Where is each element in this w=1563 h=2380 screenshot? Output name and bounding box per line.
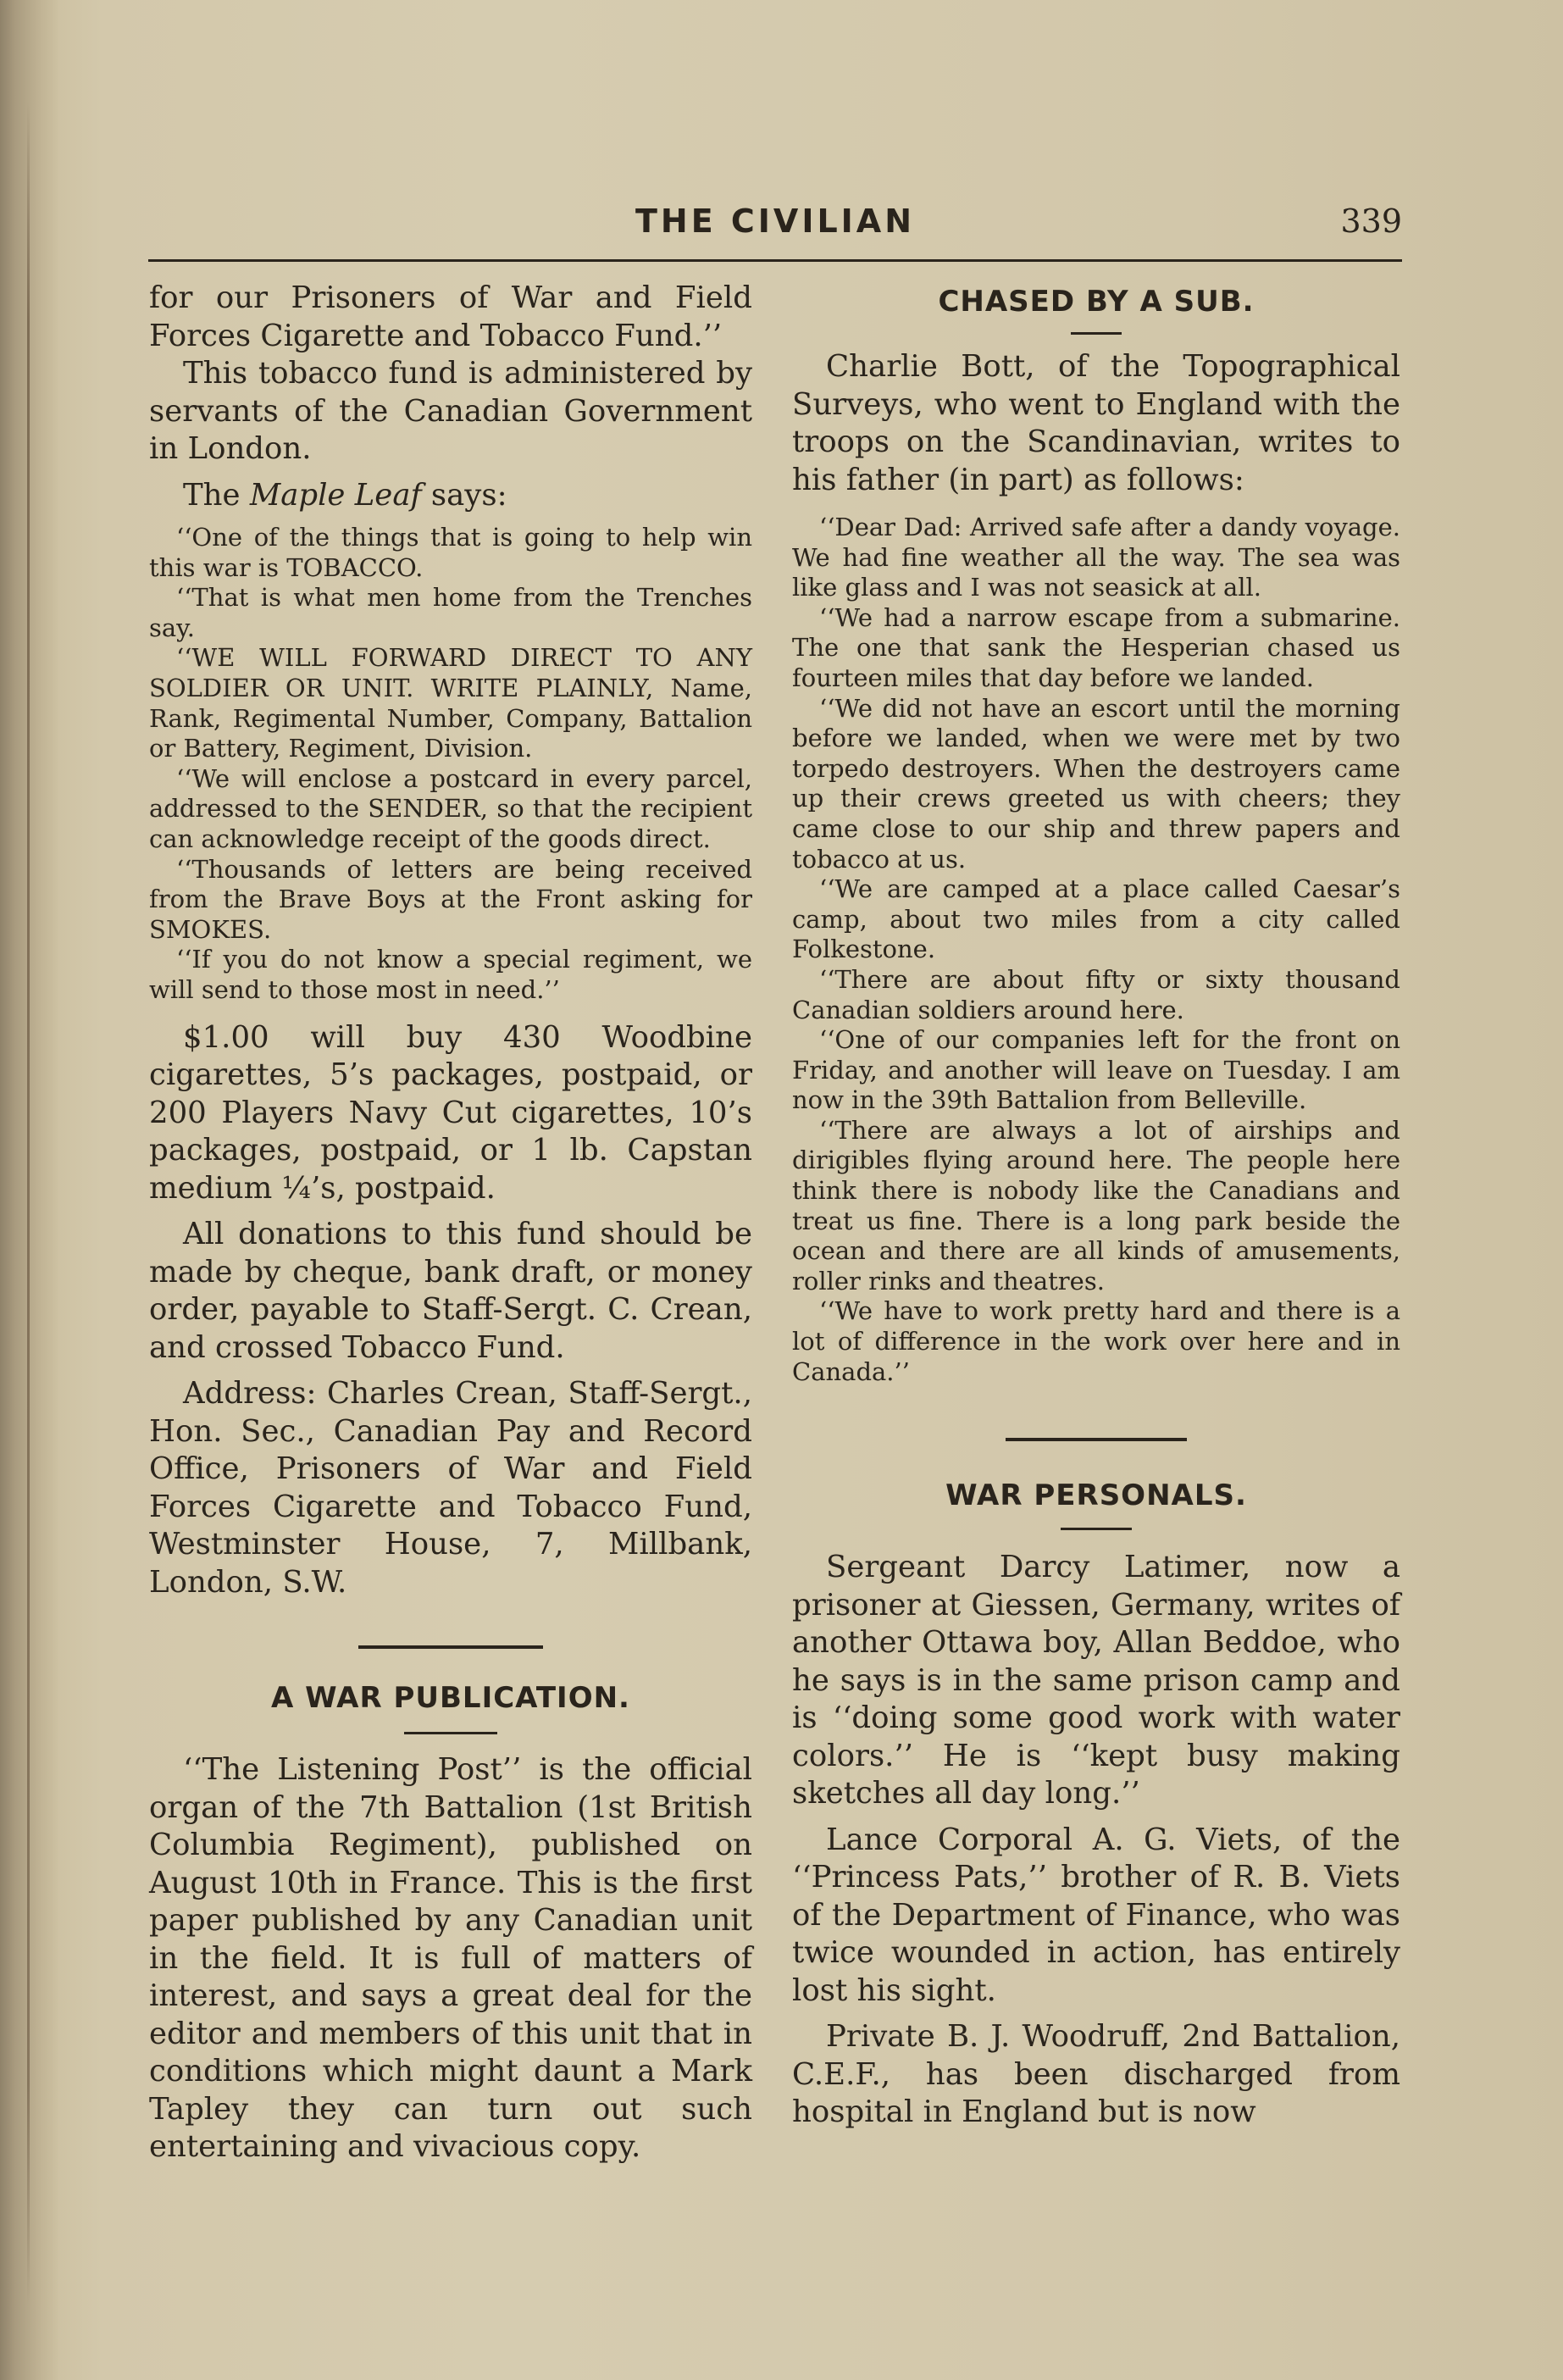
letter-paragraph: ‘‘We did not have an escort until the morning before we landed, when we were met by two torpedo destroyers. When the destroyers came up their crews greeted us with cheers; they came close to our ship and threw papers and tobacco at us. — [792, 693, 1400, 874]
maple-leaf-quote-block — [149, 523, 752, 1006]
letter-quote-block — [792, 513, 1400, 1387]
paragraph-personal-woodruff: Private B. J. Woodruff, 2nd Battalion, C.E.F., has been discharged from hospital in England but is now — [792, 2019, 1400, 2130]
letter-paragraph: ‘‘We had a narrow escape from a submarine. The one that sank the Hesperian chased us fourteen miles that day before we landed. — [792, 602, 1400, 692]
letter-paragraph: ‘‘We have to work pretty hard and there is a lot of difference in the work over here and in Canada.’’ — [792, 1296, 1400, 1386]
letter-paragraph: ‘‘There are always a lot of airships and dirigibles flying around here. The people here think there is nobody like the Canadians and treat us fine. There is a long park beside the ocean and there are all kinds of amusements, roller rinks and theatres. — [792, 1115, 1400, 1295]
heading-chased-by-a-sub: CHASED BY A SUB. — [938, 285, 1255, 319]
quote-paragraph: ‘‘WE WILL FORWARD DIRECT TO ANY SOLDIER OR UNIT. WRITE PLAINLY, Name, Rank, Regimental Number, Company, Battalion or Battery, Regiment, Division. — [149, 643, 752, 763]
paragraph-donations: All donations to this fund should be made by cheque, bank draft, or money order, payable to Staff-Sergt. C. Crean, and crossed Tobacco Fund. — [149, 1217, 752, 1365]
heading-war-personals: WAR PERSONALS. — [945, 1478, 1247, 1513]
binding-edge — [27, 102, 30, 2305]
paragraph-chased-intro: Charlie Bott, of the Topographical Surveys, who went to England with the troops on the Scandinavian, writes to his father (in part) as follows: — [792, 349, 1400, 497]
paragraph-price: $1.00 will buy 430 Woodbine cigarettes, 5’s packages, postpaid, or 200 Players Navy Cut cigarettes, 10’s packages, postpaid, or 1 lb. Capstan medium ¼’s, postpaid. — [149, 1019, 752, 1206]
maple-intro-suffix: says: — [421, 477, 507, 513]
quote-paragraph: ‘‘We will enclose a postcard in every parcel, addressed to the SENDER, so that the recipient can acknowledge receipt of the goods direct. — [149, 763, 752, 853]
paragraph-personal-latimer: Sergeant Darcy Latimer, now a prisoner at Giessen, Germany, writes of another Ottawa boy, Allan Beddoe, who he says is in the same prison camp and is ‘‘doing some good work with water colors.’’ He is ‘‘kept busy making sketches all day long.’’ — [792, 1550, 1400, 1811]
page-number: 339 — [1340, 202, 1402, 240]
letter-paragraph: ‘‘One of our companies left for the front on Friday, and another will leave on Tuesday. I am now in the 39th Battalion from Belleville. — [792, 1025, 1400, 1115]
quote-paragraph: ‘‘If you do not know a special regiment, we will send to those most in need.’’ — [149, 945, 752, 1004]
header-rule — [148, 259, 1402, 262]
publication-title: THE CIVILIAN — [635, 202, 916, 240]
paragraph-address: Address: Charles Crean, Staff-Sergt., Hon. Sec., Canadian Pay and Record Office, Prisoners of War and Field Forces Cigarette and Tobacco Fund, Westminster House, 7, Millbank, London, S.W. — [149, 1376, 752, 1600]
letter-paragraph: ‘‘There are about fifty or sixty thousand Canadian soldiers around here. — [792, 964, 1400, 1024]
maple-leaf-title: Maple Leaf — [249, 477, 422, 513]
binding-gutter — [0, 0, 59, 2380]
letter-paragraph: ‘‘We are camped at a place called Caesar’s camp, about two miles from a city called Folkestone. — [792, 874, 1400, 964]
letter-paragraph: ‘‘Dear Dad: Arrived safe after a dandy voyage. We had fine weather all the way. The sea was like glass and I was not seasick at all. — [792, 513, 1400, 602]
running-header — [148, 199, 1402, 250]
heading-war-publication: A WAR PUBLICATION. — [271, 1681, 630, 1715]
maple-intro-prefix: The — [183, 477, 250, 513]
left-column — [149, 280, 752, 2166]
quote-paragraph: ‘‘Thousands of letters are being received from the Brave Boys at the Front asking for SMOKES. — [149, 854, 752, 944]
continued-paragraph: for our Prisoners of War and Field Forces Cigarette and Tobacco Fund.’’ — [149, 280, 752, 353]
paragraph-personal-viets: Lance Corporal A. G. Viets, of the ‘‘Princess Pats,’’ brother of R. B. Viets of the Department of Finance, who was twice wounded in action, has entirely lost his sight. — [792, 1822, 1400, 2008]
maple-leaf-intro — [149, 477, 752, 515]
paragraph-tobacco-fund-admin: This tobacco fund is administered by servants of the Canadian Government in London. — [149, 356, 752, 466]
paragraph-war-publication: ‘‘The Listening Post’’ is the official organ of the 7th Battalion (1st British Columbia Regiment), published on August 10th in France. This is the first paper published by any Canadian unit in the field. It is full of matters of interest, and says a great deal for the editor and members of this unit that in conditions which might daunt a Mark Tapley they can turn out such entertaining and vivacious copy. — [149, 1752, 752, 2164]
quote-paragraph: ‘‘That is what men home from the Trenches say. — [149, 583, 752, 642]
quote-paragraph: ‘‘One of the things that is going to help win this war is TOBACCO. — [149, 523, 752, 582]
right-column — [792, 280, 1400, 2132]
